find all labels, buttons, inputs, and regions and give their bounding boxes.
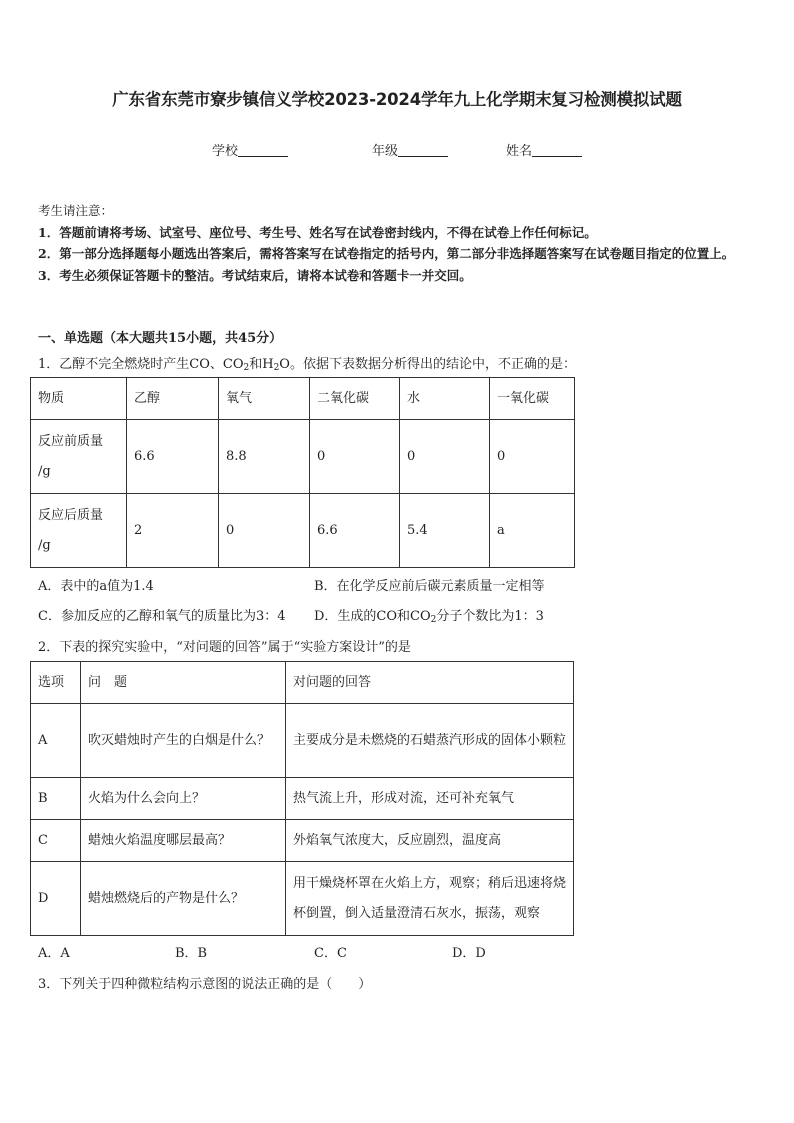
table-row [31, 420, 575, 494]
table-header: 选项 [31, 662, 81, 704]
notice-heading: 考生请注意： [38, 203, 114, 218]
table-cell: 6.6 [127, 420, 219, 494]
table-cell: 0 [400, 420, 490, 494]
q2-option-c[interactable]: C．C [314, 946, 347, 961]
notice-block [38, 200, 763, 286]
q1-option-d[interactable]: D．生成的CO和$CO_2$分子个数比为1：3 [314, 609, 544, 625]
school-blank[interactable] [238, 144, 288, 157]
table-header: 氧气 [219, 378, 310, 420]
page-title: 广东省东莞市寮步镇信义学校2023-2024学年九上化学期末复习检测模拟试题 [112, 90, 682, 109]
grade-blank[interactable] [398, 144, 448, 157]
grade-field[interactable]: 年级 [372, 140, 448, 159]
table-cell: 火焰为什么会向上？ [81, 778, 286, 820]
table-cell: 反应前质量 /g [31, 420, 127, 494]
q2-option-d[interactable]: D．D [452, 946, 486, 961]
table-cell: C [31, 820, 81, 862]
table-cell: 5.4 [400, 494, 490, 568]
table-cell: D [31, 862, 81, 936]
table-row [31, 662, 574, 704]
table-cell: A [31, 704, 81, 778]
q1-option-b[interactable]: B．在化学反应前后碳元素质量一定相等 [314, 579, 545, 594]
table-cell: 2 [127, 494, 219, 568]
name-blank[interactable] [532, 144, 582, 157]
table-header: 二氧化碳 [310, 378, 400, 420]
table-cell: 反应后质量 /g [31, 494, 127, 568]
table-cell: B [31, 778, 81, 820]
question-2-table [30, 661, 574, 936]
table-cell: 用干燥烧杯罩在火焰上方，观察；稍后迅速将烧杯倒置，倒入适量澄清石灰水，振荡，观察 [286, 862, 574, 936]
table-cell: 0 [219, 494, 310, 568]
q1-option-c[interactable]: C．参加反应的乙醇和氧气的质量比为3：4 [38, 609, 286, 624]
table-header: 问 题 [81, 662, 286, 704]
table-header: 对问题的回答 [286, 662, 574, 704]
q1-option-a[interactable]: A．表中的a值为1.4 [38, 579, 154, 594]
table-cell: 外焰氧气浓度大，反应剧烈，温度高 [286, 820, 574, 862]
table-cell: 蜡烛燃烧后的产物是什么？ [81, 862, 286, 936]
table-cell: 主要成分是未燃烧的石蜡蒸汽形成的固体小颗粒 [286, 704, 574, 778]
question-1-table [30, 377, 575, 568]
table-cell: 8.8 [219, 420, 310, 494]
question-2-stem: 2．下表的探究实验中，“对问题的回答”属于“实验方案设计”的是 [38, 640, 411, 655]
table-header: 物质 [31, 378, 127, 420]
table-header: 水 [400, 378, 490, 420]
notice-item: 2．第一部分选择题每小题选出答案后，需将答案写在试卷指定的括号内，第二部分非选择题答案写在试卷题目指定的位置上。 [38, 246, 735, 261]
table-cell: 蜡烛火焰温度哪层最高？ [81, 820, 286, 862]
school-field[interactable]: 学校 [212, 140, 288, 159]
q2-option-b[interactable]: B．B [175, 946, 208, 961]
table-cell: 0 [310, 420, 400, 494]
table-cell: 热气流上升，形成对流，还可补充氧气 [286, 778, 574, 820]
table-cell: 0 [490, 420, 575, 494]
table-row [31, 494, 575, 568]
table-row [31, 378, 575, 420]
table-row [31, 778, 574, 820]
notice-item: 3．考生必须保证答题卡的整洁。考试结束后，请将本试卷和答题卡一并交回。 [38, 267, 472, 283]
notice-item: 1．答题前请将考场、试室号、座位号、考生号、姓名写在试卷密封线内，不得在试卷上作任何标记。 [38, 224, 597, 240]
name-field[interactable]: 姓名 [506, 140, 582, 159]
question-1-stem: 1．乙醇不完全燃烧时产生CO、$CO_2$和$H_2O$。依据下表数据分析得出的结论中，不正确的是： [38, 357, 576, 373]
table-header: 乙醇 [127, 378, 219, 420]
table-cell: 吹灭蜡烛时产生的白烟是什么？ [81, 704, 286, 778]
table-row [31, 820, 574, 862]
table-header: 一氧化碳 [490, 378, 575, 420]
q2-option-a[interactable]: A．A [38, 946, 70, 961]
section-heading: 一、单选题（本大题共15小题，共45分） [38, 331, 283, 346]
question-3-stem: 3．下列关于四种微粒结构示意图的说法正确的是（ ） [38, 977, 372, 992]
table-cell: 6.6 [310, 494, 400, 568]
table-row [31, 862, 574, 936]
table-cell: a [490, 494, 575, 568]
table-row [31, 704, 574, 778]
